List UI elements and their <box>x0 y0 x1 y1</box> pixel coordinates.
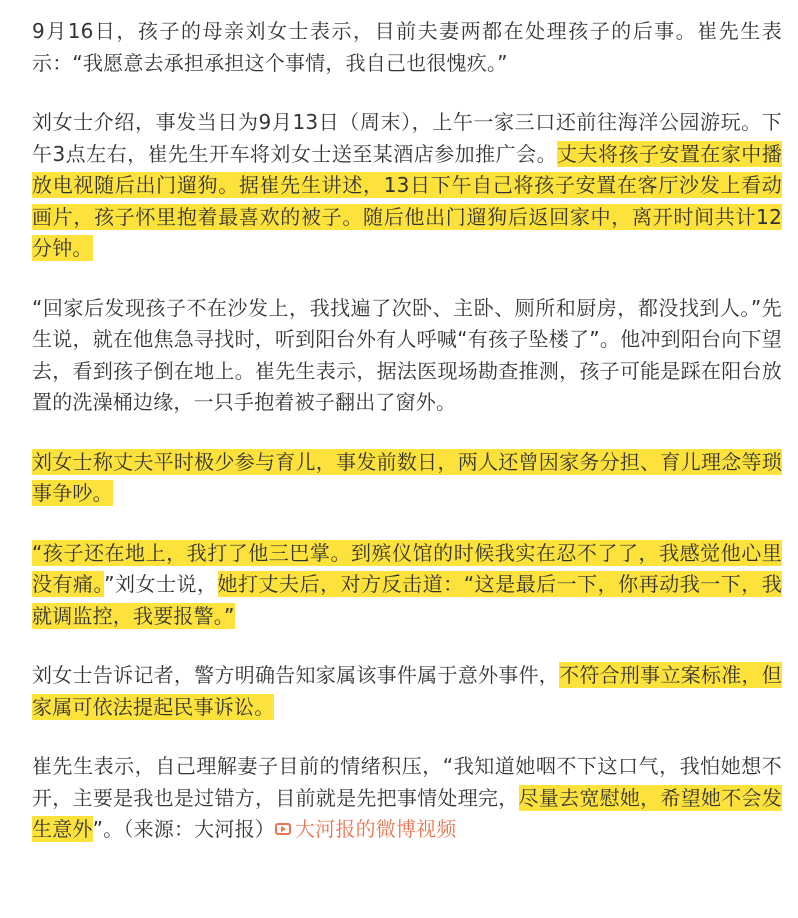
paragraph-text: ”。（来源：大河报） <box>92 817 275 841</box>
article-paragraph <box>32 538 782 633</box>
paragraph-text: 9月16日，孩子的母亲刘女士表示，目前夫妻两都在处理孩子的后事。崔先生表示：“我愿意去承担承担这个事情，我自己也很愧疚。” <box>32 19 782 75</box>
article-paragraph <box>32 107 782 265</box>
video-icon <box>275 823 291 835</box>
article-paragraph <box>32 660 782 723</box>
highlighted-text: 丈夫将孩子安置在家中播放电视随后出门遛狗。据崔先生讲述，13日下午自己将孩子安置在客厅沙发上看动画片，孩子怀里抱着最喜欢的被子。随后他出门遛狗后返回家中，离开时间共计12分钟。 <box>32 141 782 260</box>
article-paragraph <box>32 751 782 846</box>
article-paragraph <box>32 447 782 510</box>
highlighted-text: 尽量去宽慰她，希望她不会发生意外 <box>32 785 782 841</box>
video-link-label: 大河报的微博视频 <box>294 817 457 841</box>
weibo-video-link[interactable] <box>275 817 457 841</box>
paragraph-text: 刘女士介绍，事发当日为9月13日（周末），上午一家三口还前往海洋公园游玩。下午3点左右，崔先生开车将刘女士送至某酒店参加推广会。 <box>32 110 782 166</box>
article-paragraph <box>32 293 782 419</box>
highlighted-text: 她打丈夫后，对方反击道：“这是最后一下，你再动我一下，我就调监控，我要报警。” <box>32 572 782 628</box>
highlighted-text: 刘女士称丈夫平时极少参与育儿，事发前数日，两人还曾因家务分担、育儿理念等琐事争吵。 <box>32 449 782 505</box>
paragraph-text: “回家后发现孩子不在沙发上，我找遍了次卧、主卧、厕所和厨房，都没找到人。”先生说，就在他焦急寻找时，听到阳台外有人呼喊“有孩子坠楼了”。他冲到阳台向下望去，看到孩子倒在地上。崔先生表示，据法医现场勘查推测，孩子可能是踩在阳台放置的洗澡桶边缘，一只手抱着被子翻出了窗外。 <box>32 295 782 414</box>
paragraph-text: 刘女士告诉记者，警方明确告知家属该事件属于意外事件， <box>32 663 560 687</box>
paragraph-text: 崔先生表示，自己理解妻子目前的情绪积压，“我知道她咽不下这口气，我怕她想不开，主要是我也是过错方，目前就是先把事情处理完， <box>32 754 782 810</box>
highlighted-text: “孩子还在地上，我打了他三巴掌。到殡仪馆的时候我实在忍不了了，我感觉他心里没有痛。 <box>32 540 782 596</box>
highlighted-text: 不符合刑事立案标准，但家属可依法提起民事诉讼。 <box>32 663 782 719</box>
paragraph-text: ”刘女士说， <box>104 572 218 596</box>
article-paragraph <box>32 16 782 79</box>
